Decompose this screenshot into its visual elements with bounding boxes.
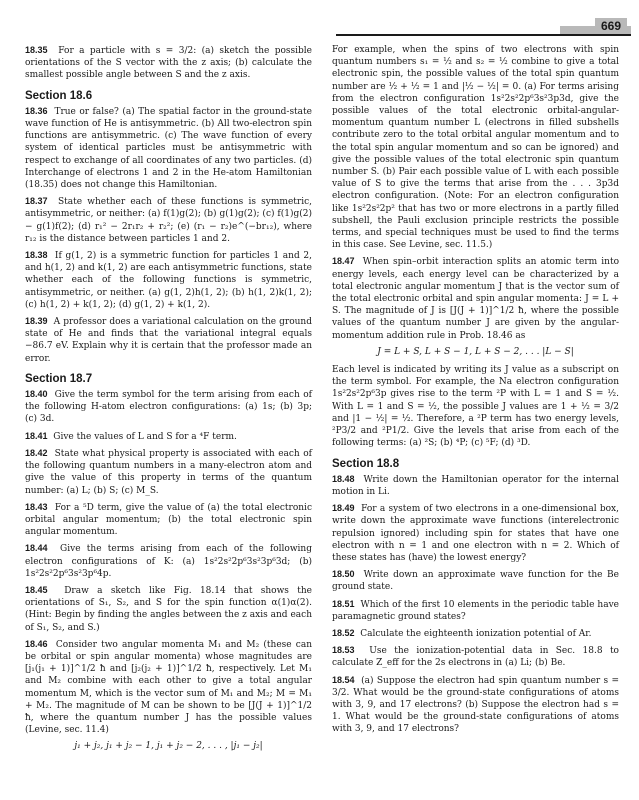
problem-18-47-continued: Each level is indicated by writing its J value as a subscript on the term symbol. For example, the Na electron configuration 1s²2s²2p⁶3p gives rise to the term ²P with L = 1 and S = ½. With L = 1 and S = ½, the possible J values are 1 + ½ = 3/2 and |1 − ½| = ½. Therefore, a ²P term has two energy levels, ²P3/2 and ²P1/2. Give the levels that arise from each of the following terms: (a) ²S; (b) ⁴P; (c) ⁵F; (d) ³D. — [332, 365, 619, 449]
problem-number: 18.53 — [332, 645, 355, 656]
problem-18-53 — [332, 644, 619, 669]
problem-number: 18.45 — [25, 584, 48, 595]
problem-number: 18.51 — [332, 598, 355, 609]
section-18-6-heading: Section 18.6 — [25, 89, 93, 102]
section-18-7-heading: Section 18.7 — [25, 372, 93, 385]
problem-text: Which of the first 10 elements in the periodic table have paramagnetic ground states? — [332, 599, 619, 622]
problem-text: Draw a sketch like Fig. 18.14 that shows the orientations of S₁, S₂, and S for the spin function α(1)α(2). (Hint: Begin by finding the angles between the z axis and each of S₁, S₂, and S.) — [25, 585, 312, 633]
problem-number: 18.54 — [332, 674, 355, 685]
header-rule — [336, 34, 631, 36]
problem-number: 18.50 — [332, 569, 355, 580]
problem-18-35 — [25, 44, 312, 82]
problem-number: 18.37 — [25, 196, 48, 207]
problem-18-47 — [332, 255, 619, 341]
problem-text: Use the ionization-potential data in Sec. 18.8 to calculate Z_eff for the 2s electrons in (a) Li; (b) Be. — [332, 646, 619, 669]
right-column — [332, 44, 619, 740]
page-number: 669 — [595, 18, 627, 34]
problem-text: State whether each of these functions is symmetric, antisymmetric, or neither: (a) f(1)g(2); (b) g(1)g(2); (c) f(1)g(2) − g(1)f(2); (d) r₁² − 2r₁r₂ + r₂²; (e) (r₁ − r₂)e^(−br₁₂), where r₁₂ is the distance between particles 1 and 2. — [25, 197, 312, 244]
problem-text: For a ⁵D term, give the value of (a) the total electronic orbital angular momentum; (b) the total electronic spin angular momentum. — [25, 502, 312, 538]
problem-number: 18.47 — [332, 256, 355, 267]
problem-text: Consider two angular momenta M₁ and M₂ (these can be orbital or spin angular momenta) whose magnitudes are [j₁(j₁ + 1)]^1/2 ħ and [j₂(j₂ + 1)]^1/2 ħ, respectively. Let M₁ and M₂ combine with each other to give a total angular momentum M, which is the vector sum of M₁ and M₂; M = M₁ + M₂. The magnitude of M can be shown to be [J(J + 1)]^1/2 ħ, where the quantum number J has the possible values (Levine, sec. 11.4) — [25, 639, 312, 736]
problem-number: 18.43 — [25, 501, 48, 512]
formula-j-values: j₁ + j₂, j₁ + j₂ − 1, j₁ + j₂ − 2, . . . , |j₁ − j₂| — [74, 741, 263, 752]
problem-number: 18.42 — [25, 447, 48, 458]
problem-text: True or false? (a) The spatial factor in the ground-state wave function of He is antisymmetric. (b) All two-electron spin functions are antisymmetric. (c) The wave function of every system of identical particles must be antisymmetric with respect to exchange of all coordinates of any two particles. (d) Interchange of electrons 1 and 2 in the He-atom Hamiltonian (18.35) does not change this Hamiltonian. — [25, 106, 312, 191]
problem-text: When spin–orbit interaction splits an atomic term into energy levels, each energy level can be characterized by a total electronic angular momentum J that is the vector sum of the total electronic orbital and spin angular momenta: J = L + S. The magnitude of J is [J(J + 1)]^1/2 ħ, where the possible values of the quantum number J are given by the angular-momentum addition rule in Prob. 18.46 as — [332, 257, 619, 341]
problem-number: 18.36 — [25, 105, 48, 116]
problem-text: Write down an approximate wave function for the Be ground state. — [332, 570, 619, 593]
problem-18-38 — [25, 249, 312, 311]
problem-text: (a) Suppose the electron had spin quantum number s = 3/2. What would be the ground-state configurations of atoms with 3, 9, and 17 electrons? (b) Suppose the electron had s = 1. What would be the ground-state configurations of atoms with 3, 9, and 17 electrons? — [332, 675, 619, 735]
problem-number: 18.44 — [25, 543, 48, 554]
problem-18-50 — [332, 568, 619, 593]
problem-text: Write down the Hamiltonian operator for the internal motion in Li. — [332, 474, 619, 497]
problem-text: State what physical property is associated with each of the following quantum numbers in a many-electron atom and give the value of this property in terms of the quantum number: (a) L; (b) S; (c) M_S. — [25, 448, 312, 496]
problem-18-37 — [25, 195, 312, 245]
problem-18-54 — [332, 674, 619, 736]
problem-18-43 — [25, 501, 312, 539]
problem-18-36 — [25, 105, 312, 191]
left-column — [25, 44, 312, 759]
problem-18-52 — [332, 627, 619, 640]
problem-18-49 — [332, 502, 619, 564]
problem-number: 18.41 — [25, 430, 48, 441]
section-18-8-heading: Section 18.8 — [332, 457, 400, 470]
problem-18-45 — [25, 584, 312, 634]
problem-number: 18.52 — [332, 627, 355, 638]
formula-j-levels: J = L + S, L + S − 1, L + S − 2, . . . |L − S| — [377, 346, 574, 357]
problem-number: 18.40 — [25, 389, 48, 400]
problem-text: For a system of two electrons in a one-dimensional box, write down the approximate wave functions (interelectronic repulsion ignored) including spin for states that have one electron with n = 1 and one electron with n = 2. Which of these states has (have) the lowest energy? — [332, 504, 619, 563]
problem-number: 18.39 — [25, 316, 48, 327]
page-header — [0, 0, 639, 36]
problem-18-42 — [25, 447, 312, 497]
problem-text: A professor does a variational calculation on the ground state of He and finds that the variational integral equals −86.7 eV. Explain why it is certain that the professor made an error. — [25, 317, 312, 364]
problem-number: 18.49 — [332, 503, 355, 514]
problem-text: Give the terms arising from each of the following electron configurations of K: (a) 1s²2s²2p⁶3s²3p⁶3d; (b) 1s²2s²2p⁶3s²3p⁶4p. — [25, 544, 312, 579]
problem-text: Give the term symbol for the term arising from each of the following H-atom electron configurations: (a) 1s; (b) 3p; (c) 3d. — [25, 390, 312, 425]
problem-18-40 — [25, 388, 312, 426]
problem-text: Calculate the eighteenth ionization potential of Ar. — [360, 628, 592, 639]
problem-18-39 — [25, 315, 312, 365]
problem-18-46 — [25, 638, 312, 737]
problem-text: For a particle with s = 3/2: (a) sketch the possible orientations of the S vector with the z axis; (b) calculate the smallest possible angle between S and the z axis. — [25, 46, 312, 81]
problem-number: 18.38 — [25, 250, 48, 261]
problem-text: Give the values of L and S for a ⁴F term. — [53, 431, 237, 442]
problem-18-46-continued: For example, when the spins of two electrons with spin quantum numbers s₁ = ½ and s₂ = ½ combine to give a total electronic spin, the possible values of the total spin quantum number are ½ + ½ = 1 and |½ − ½| = 0. (a) For terms arising from the electron configuration 1s²2s²2p⁶3s²3p3d, give the possible values of the total electronic orbital-angular-momentum quantum number L (electrons in filled subshells contribute zero to the total orbital angular momentum and to the total spin angular momentum and so can be ignored) and give the possible values of the total electronic spin quantum number S. (b) Pair each possible value of L with each possible value of S to give the terms that arise from the . . . 3p3d electron configuration. (Note: For an electron configuration like 1s²2s²2p² that has two or more electrons in a partly filled subshell, the Pauli exclusion principle restricts the possible terms, and special techniques must be used to find the terms in this case. See Levine, sec. 11.5.) — [332, 45, 619, 251]
problem-18-41 — [25, 430, 312, 443]
problem-number: 18.35 — [25, 45, 48, 55]
problem-18-51 — [332, 598, 619, 623]
problem-number: 18.46 — [25, 638, 48, 649]
problem-text: If g(1, 2) is a symmetric function for particles 1 and 2, and h(1, 2) and k(1, 2) are each antisymmetric functions, state whether each of the following functions is symmetric, antisymmetric, or neither. (a) g(1, 2)h(1, 2); (b) h(1, 2)k(1, 2); (c) h(1, 2) + k(1, 2); (d) g(1, 2) + k(1, 2). — [25, 251, 312, 310]
problem-18-48 — [332, 473, 619, 498]
problem-18-44 — [25, 542, 312, 580]
problem-number: 18.48 — [332, 473, 355, 484]
